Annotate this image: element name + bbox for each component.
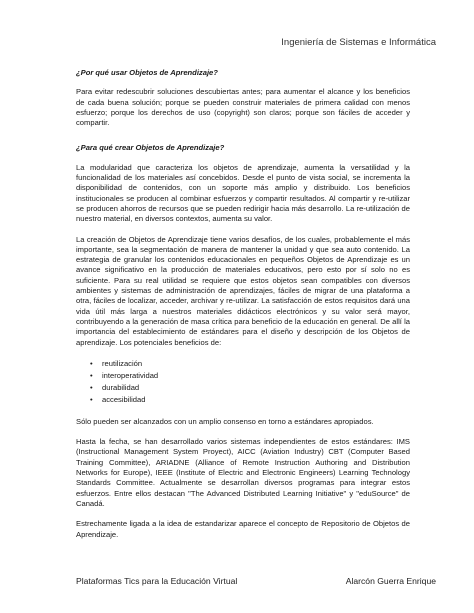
section-heading-why-use: ¿Por qué usar Objetos de Aprendizaje? bbox=[76, 68, 218, 77]
paragraph-modularity: La modularidad que caracteriza los objetos de aprendizaje, aumenta la versatilidad y la funcionalidad de los materiales así concebidos. Desde el punto de vista social, se incrementa la disponibilidad de contenidos, con un soporte más amplio y distribuido. Los beneficios institucionales se producen al combinar esfuerzos y compartir resultados. Al compartir y re-utilizar se producen ahorros de recursos que se pueden redirigir hacia más desarrollo. La re-utilización de nuestro material, en diversos contextos, aumenta su valor. bbox=[76, 162, 410, 224]
paragraph-challenges: La creación de Objetos de Aprendizaje tiene varios desafíos, de los cuales, probablemente el más importante, sea la segmentación de manera de mantener la unidad y que sea auto contenido. La estrategia de granular los contenidos educacionales en pequeños Objetos de Aprendizaje es un avance significativo en la producción de materiales educativos, pero esto por sí solo no es suficiente. Para su real utilidad se requiere que estos objetos sean compatibles con diversos ambientes y sistemas de administración de aprendizajes, fáciles de migrar de una plataforma a otra, fáciles de localizar, acceder, archivar y re-utilizar. La satisfacción de estos requisitos dará una vida útil más larga a nuestros materiales didácticos electrónicos y su valor será mayor, contribuyendo a la generación de masa crítica para beneficio de la educación en general. De allí la importancia del establecimiento de estándares para el diseño y descripción de los Objetos de aprendizaje. Los potenciales beneficios de: bbox=[76, 234, 410, 347]
paragraph-standards: Hasta la fecha, se han desarrollado varios sistemas independientes de estos estándares: IMS (Instructional Management System Proyect), AICC (Aviation Industry) CBT (Computer Based Training Committee), ARIADNE (Alliance of Remote Instruction Authoring and Distribution Networks for Europe), IEEE (Institute of Electric and Electronic Engineers) Learning Technology Standards Committee. Actualmente se desarrollan diversos programas para integrar estos esfuerzos. Entre ellos destacan "The Advanced Distributed Learning Initiative" y "eduSource" de Canadá. bbox=[76, 437, 410, 508]
list-item: • durabilidad bbox=[90, 382, 140, 392]
footer-course: Plataformas Tics para la Educación Virtual bbox=[76, 576, 238, 586]
paragraph-repository: Estrechamente ligada a la idea de estandarizar aparece el concepto de Repositorio de Objetos de Aprendizaje. bbox=[76, 519, 410, 539]
benefits-list bbox=[76, 358, 410, 406]
section-heading-why-create: ¿Para qué crear Objetos de Aprendizaje? bbox=[76, 143, 225, 153]
list-item: • interoperatividad bbox=[90, 370, 159, 380]
page-header: Ingeniería de Sistemas e Informática bbox=[281, 37, 436, 48]
footer-author: Alarcón Guerra Enrique bbox=[345, 576, 436, 586]
paragraph-why-use: Para evitar redescubrir soluciones descubiertas antes; para aumentar el alcance y los beneficios de cada buena solución; porque se pueden construir materiales de primera calidad con menos esfuerzo; porque los derechos de uso (copyright) son claros; porque son fáciles de acceder y compartir. bbox=[76, 87, 410, 128]
document-body bbox=[76, 68, 410, 550]
list-item: • accesibilidad bbox=[90, 394, 146, 404]
bullet-icon: • bbox=[90, 394, 93, 404]
paragraph-consensus: Sólo pueden ser alcanzados con un amplio consenso en torno a estándares apropiados. bbox=[76, 416, 374, 426]
bullet-icon: • bbox=[90, 370, 93, 380]
bullet-icon: • bbox=[90, 382, 93, 392]
page-footer bbox=[76, 576, 436, 586]
list-item: • reutilización bbox=[90, 358, 143, 368]
bullet-icon: • bbox=[90, 358, 93, 368]
